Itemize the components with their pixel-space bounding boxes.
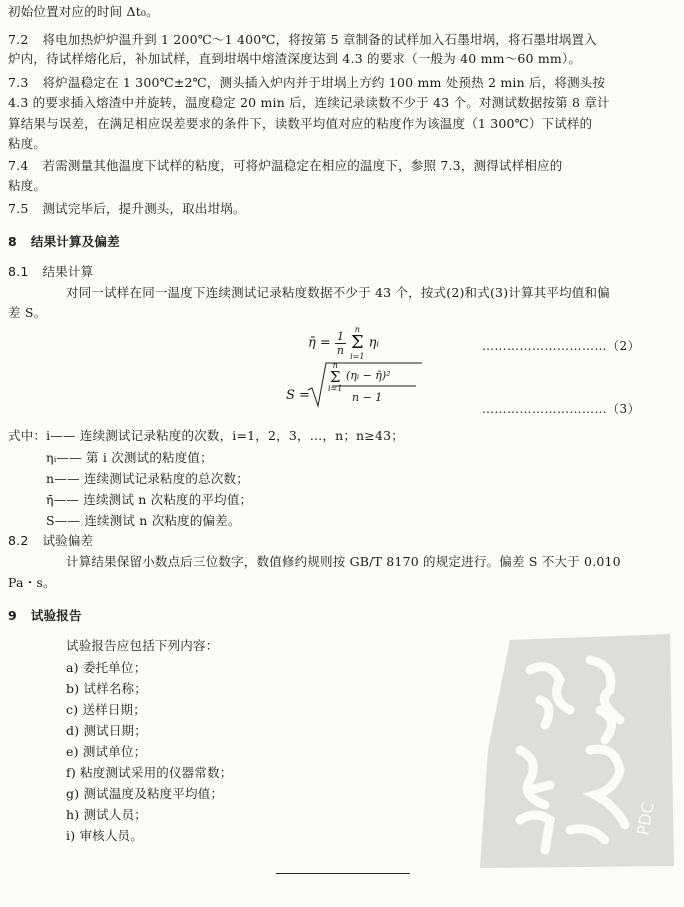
clause-number: 7.2 (8, 32, 29, 47)
list-item: e) 测试单位； (66, 744, 147, 759)
clause-number: 7.5 (8, 201, 29, 216)
equation-number-2: …………………………（2） (482, 339, 641, 353)
list-item: d) 测试日期； (66, 723, 147, 738)
section-heading-8 (8, 234, 120, 250)
equation-2 (308, 325, 379, 361)
numerator: 1 (336, 329, 344, 343)
symbol-definition-n: n—— 连续测试记录粘度的总次数； (46, 471, 249, 486)
clause-text: 测试完毕后，提升测头，取出坩埚。 (42, 201, 246, 216)
paragraph-8-2-line2: Pa・s。 (8, 575, 56, 590)
clause-text: 将电加热炉炉温升到 1 200℃～1 400℃，将按第 5 章制备的试样加入石墨坩埚，将石墨坩埚置入 (42, 32, 597, 47)
line-continuation: 初始位置对应的时间 Δt₀。 (8, 4, 159, 19)
seal-watermark-icon (470, 630, 676, 870)
clause-7-3-line2: 4.3 的要求插入熔渣中并旋转，温度稳定 20 min 后，连续记录读数不少于 43 个。对测试数据按第 8 章计 (8, 95, 610, 110)
list-item: h) 测试人员； (66, 807, 148, 822)
subsection-title: 试验偏差 (42, 533, 94, 548)
watermark-text: PDC (633, 800, 658, 837)
subsection-heading-8-2 (8, 533, 93, 549)
section-number: 9 (8, 608, 17, 623)
end-rule-divider (276, 873, 410, 874)
list-item: f) 粘度测试采用的仪器常数； (66, 765, 233, 780)
symbol-definition-eta-bar: η̄—— 连续测试 n 次粘度的平均值； (46, 492, 253, 507)
symbol-definition-eta-i: ηᵢ—— 第 i 次测试的粘度值； (46, 450, 213, 465)
paragraph-8-2: 计算结果保留小数点后三位数字，数值修约规则按 GB/T 8170 的规定进行。偏差 S 不大于 0.010 (66, 554, 621, 569)
clause-7-3 (8, 75, 605, 91)
clause-number: 7.3 (8, 75, 29, 90)
summation-sign (328, 361, 342, 393)
symbol-definition-s: S—— 连续测试 n 次粘度的偏差。 (46, 513, 241, 528)
section-title: 结果计算及偏差 (30, 234, 120, 249)
equation-lhs: η̄ = (308, 335, 331, 351)
summand: ηᵢ (368, 335, 380, 351)
clause-text: 将炉温稳定在 1 300℃±2℃，测头插入炉内并于坩埚上方约 100 mm 处预热 2 min 后，将测头按 (42, 75, 606, 90)
paragraph-8-1: 对同一试样在同一温度下连续测试记录粘度数据不少于 43 个，按式(2)和式(3)计算其平均值和偏 (66, 285, 610, 300)
summand: (ηᵢ − η̄)² (346, 369, 391, 382)
equation-3 (280, 360, 420, 410)
section-heading-9 (8, 608, 82, 624)
clause-7-2-line2: 炉内，待试样熔化后，补加试样，直到坩埚中熔渣深度达到 4.3 的要求（一般为 40 mm～60 mm）。 (8, 51, 582, 66)
sum-lower-limit: i=1 (350, 352, 365, 361)
sigma-glyph: Σ (329, 368, 341, 386)
symbol-definition-i: 式中：i—— 连续测试记录粘度的次数，i=1，2，3，…，n；n≥43； (8, 428, 404, 443)
sum-upper-limit: n (354, 325, 360, 334)
subsection-heading-8-1 (8, 264, 93, 280)
clause-number: 7.4 (8, 158, 29, 173)
paragraph-8-1-line2: 差 S。 (8, 305, 47, 320)
clause-text: 若需测量其他温度下试样的粘度，可将炉温稳定在相应的温度下，参照 7.3，测得试样相应的 (42, 158, 563, 173)
subsection-number: 8.2 (8, 533, 29, 548)
equation-number-3: …………………………（3） (482, 402, 641, 416)
clause-7-2 (8, 32, 597, 48)
denominator: n (336, 343, 345, 357)
section-title: 试验报告 (30, 608, 82, 623)
clause-7-5 (8, 201, 246, 217)
equation-lhs: S = (286, 388, 310, 403)
clause-7-3-line3: 算结果与误差，在满足相应误差要求的条件下，读数平均值对应的粘度作为该温度（1 300℃）下试样的 (8, 116, 593, 131)
list-item: g) 测试温度及粘度平均值； (66, 786, 224, 801)
sum-lower-limit: i=1 (328, 384, 343, 393)
list-item: i) 审核人员。 (66, 828, 143, 843)
sigma-glyph: Σ (350, 332, 364, 353)
subsection-number: 8.1 (8, 264, 29, 279)
clause-7-4-line2: 粘度。 (8, 178, 47, 193)
list-item: c) 送样日期； (66, 702, 146, 717)
sum-upper-limit: n (332, 361, 338, 370)
clause-7-4 (8, 158, 562, 174)
clause-7-3-line4: 粘度。 (8, 136, 47, 151)
subsection-title: 结果计算 (42, 264, 94, 279)
list-item: a) 委托单位； (66, 660, 147, 675)
list-item: b) 试样名称； (66, 681, 147, 696)
summation-sign (350, 325, 364, 361)
section-number: 8 (8, 234, 17, 249)
fraction (335, 330, 346, 357)
denominator: n − 1 (352, 391, 383, 404)
paragraph-9: 试验报告应包括下列内容： (66, 638, 219, 653)
